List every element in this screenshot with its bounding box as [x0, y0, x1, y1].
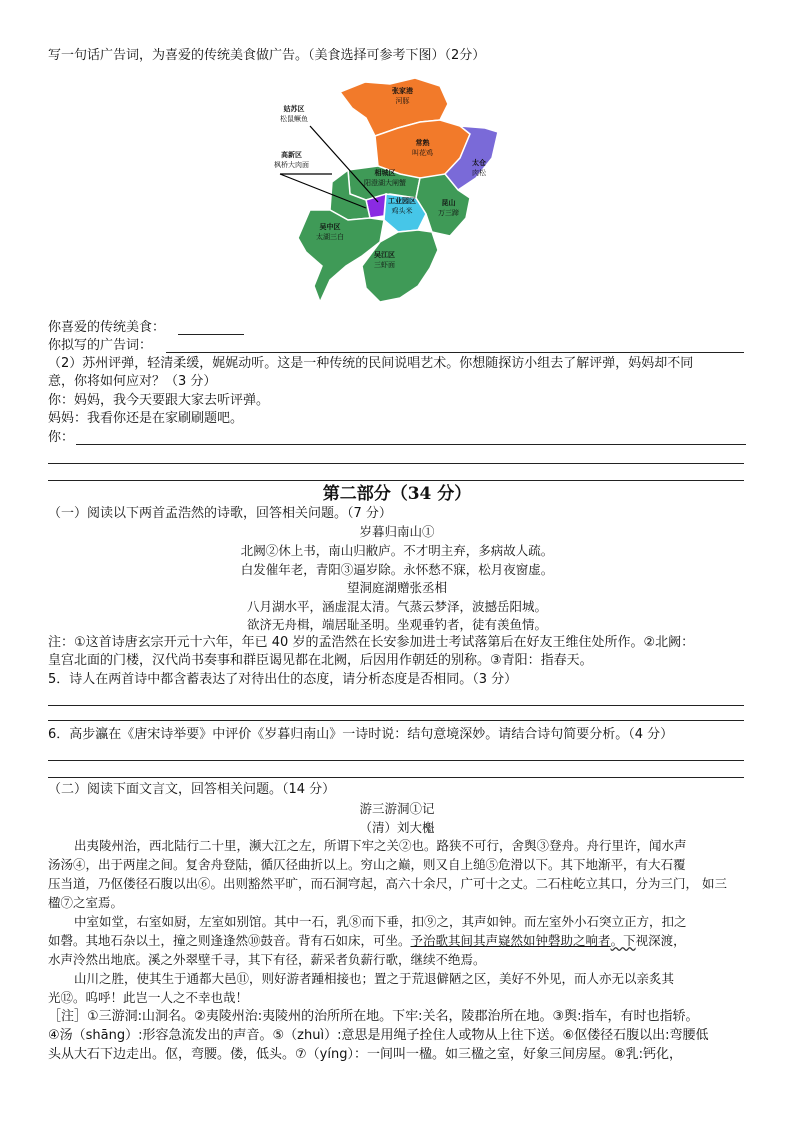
fill-slogan-label: 你拟写的广告词： — [48, 338, 153, 353]
dialog-mom: 妈妈：我看你还是在家刷刷题吧。 — [48, 411, 244, 426]
answer-line[interactable] — [48, 463, 744, 464]
essay-author: （清）刘大櫆 — [359, 820, 435, 835]
map-label-food: 肉松 — [472, 169, 486, 177]
map-label-region: 太仓 — [472, 159, 486, 167]
map-label-food: 松鼠鳜鱼 — [280, 115, 308, 123]
part2-title: 第二部分（34 分） — [322, 484, 472, 504]
note2-line2: ④汤（shāng）:形容急流发出的声音。⑤（zhuì）:意思是用绳子拴住人或物从上往下送。⑥伛偻径石腹以出:弯腰低 — [48, 1028, 709, 1043]
essay-p1: 汤汤④，出于两崖之间。复舍舟登陆，循仄径曲折以上。穷山之巅，则又自上缒⑤危滑以下。其下地渐平，有大石覆 — [48, 857, 686, 872]
fill-slogan-blank[interactable] — [166, 352, 744, 353]
map-label-food: 万三蹄 — [438, 209, 459, 217]
poem2-line: 欲济无舟楫，端居耻圣明。坐观垂钓者，徒有羡鱼情。 — [246, 617, 547, 632]
dialog-you-2: 你： — [48, 430, 75, 445]
answer-line[interactable] — [48, 760, 744, 761]
note1-line1: 注：①这首诗唐玄宗开元十六年，年已 40 岁的孟浩然在长安参加进士考试落第后在好友王维住处所作。②北阙： — [48, 635, 695, 650]
poem1-line: 白发催年老，青阳③逼岁除。永怀愁不寐，松月夜窗虚。 — [240, 562, 554, 577]
map-label-food: 鸡头米 — [391, 207, 413, 215]
map-label-food: 枫桥大肉面 — [274, 161, 309, 169]
map-label-region: 相城区 — [374, 169, 396, 177]
dialog-you-1: 你：妈妈，我今天要跟大家去听评弹。 — [48, 393, 270, 408]
underlined-sentence — [411, 933, 611, 948]
suzhou-food-map — [270, 70, 510, 315]
map-label-food: 阳澄湖大闸蟹 — [364, 179, 406, 187]
poem2-title: 望洞庭湖赠张丞相 — [346, 580, 447, 595]
answer-line[interactable] — [48, 705, 744, 706]
underlined-part: 予治歌其间其声 — [410, 933, 499, 948]
essay-text: 如磬。其地石杂以土，撞之则逢逢然⑩鼓音。背有石如床，可坐。 — [48, 933, 411, 948]
map-label-food: 河豚 — [395, 97, 410, 105]
section2-title: （二）阅读下面文言文，回答相关问题。（14 分） — [48, 782, 336, 797]
note2-line1: ［注］①三游洞:山洞名。②夷陵州治:夷陵州的治所所在地。下牢:关名，陵郡治所在地。③舆:指车，有时也指轿。 — [48, 1009, 699, 1024]
q2-line2: 意，你将如何应对？（3 分） — [48, 374, 217, 389]
essay-title: 游三游洞①记 — [359, 801, 435, 816]
map-label-region: 姑苏区 — [283, 105, 305, 113]
essay-p1: 楹⑦之室焉。 — [48, 895, 124, 910]
answer-line[interactable] — [76, 444, 746, 445]
essay-p2 — [48, 933, 686, 949]
essay-p2: 中室如堂，右室如厨，左室如别馆。其中一石，乳⑧而下垂，扣⑨之，其声如钟。而左室外小石突立正方，扣之 — [74, 914, 687, 929]
map-label-region: 张家港 — [392, 87, 413, 95]
map-label-region: 吴江区 — [374, 251, 395, 259]
map-label-region: 高新区 — [281, 151, 302, 159]
essay-p3: 山川之胜，使其生于通都大邑⑪，则好游者踵相接也；置之于荒退僻陋之区，美好不外见，而人亦无以亲炙其 — [74, 971, 675, 986]
question-intro: 写一句话广告词，为喜爱的传统美食做广告。（美食选择可参考下图）（2分） — [48, 48, 486, 63]
section1-title: （一）阅读以下两首孟浩然的诗歌，回答相关问题。（7 分） — [48, 506, 392, 521]
poem1-title: 岁暮归南山① — [359, 524, 435, 539]
essay-text: 溪之外翠壁千寻，其下有径，薪采者负薪行歌，继续不绝焉。 — [148, 952, 486, 967]
map-label-food: 太湖三白 — [316, 233, 344, 241]
fill-food-label: 你喜爱的传统美食： — [48, 320, 166, 335]
map-label-region: 常熟 — [415, 139, 430, 147]
question-6: 6．高步瀛在《唐宋诗举要》中评价《岁暮归南山》一诗时说：结句意境深妙。请结合诗句简要分析。（4 分） — [48, 727, 674, 742]
map-label-region: 吴中区 — [319, 223, 341, 231]
essay-p1: 压当道，乃伛偻径石腹以出⑥。出则豁然平旷，而石洞穹起，高六十余尺，广可十之丈。二石柱屹立其口，分为三门， 如三 — [48, 876, 727, 891]
note1-line2: 皇宫北面的门楼，汉代尚书奏事和群臣谒见都在北阙，后因用作朝廷的别称。③青阳：指春天。 — [48, 653, 593, 668]
map-label-food: 三虾面 — [374, 261, 395, 269]
q2-line1: （2）苏州评弹，轻清柔缓，娓娓动听。这是一种传统的民间说唱艺术。你想随探访小组去了解评弹，妈妈却不同 — [48, 356, 694, 371]
note2-line3: 头从大石下边走出。伛，弯腰。偻，低头。⑦（yíng）：一间叫一楹。如三楹之室，好象三间房屋。⑧乳:钙化， — [48, 1047, 682, 1062]
underlined-part: 嶷然如钟磬 — [498, 933, 561, 948]
essay-text: 视深渡， — [635, 933, 686, 948]
answer-line[interactable] — [48, 480, 744, 481]
wavy-underlined: 。下 — [610, 933, 636, 948]
poem2-line: 八月湖水平，涵虚混太清。气蒸云梦泽，波撼岳阳城。 — [246, 599, 547, 614]
fill-food-blank[interactable] — [178, 334, 244, 335]
answer-line[interactable] — [48, 777, 744, 778]
map-label-region: 昆山 — [441, 199, 456, 207]
map-label-food: 叫花鸡 — [412, 149, 433, 157]
map-label-region: 工业园区 — [388, 197, 416, 205]
question-5: 5．诗人在两首诗中都含蓄表达了对待出仕的态度，请分析态度是否相同。（3 分） — [48, 672, 518, 687]
answer-line[interactable] — [48, 720, 744, 721]
essay-p2 — [48, 952, 486, 968]
essay-p1: 出夷陵州治，西北陆行二十里，濒大江之左，所谓下牢之关②也。路狭不可行，舍舆③登舟。舟行里许，闻水声 — [74, 838, 687, 853]
essay-p3: 光⑫。呜呼！此岂一人之不幸也哉！ — [48, 990, 249, 1005]
underlined-part: 助之响者 — [560, 933, 611, 948]
poem1-line: 北阙②休上书，南山归敝庐。不才明主弃，多病故人疏。 — [240, 543, 554, 558]
essay-text: 水声泠然出地底。 — [48, 952, 149, 967]
